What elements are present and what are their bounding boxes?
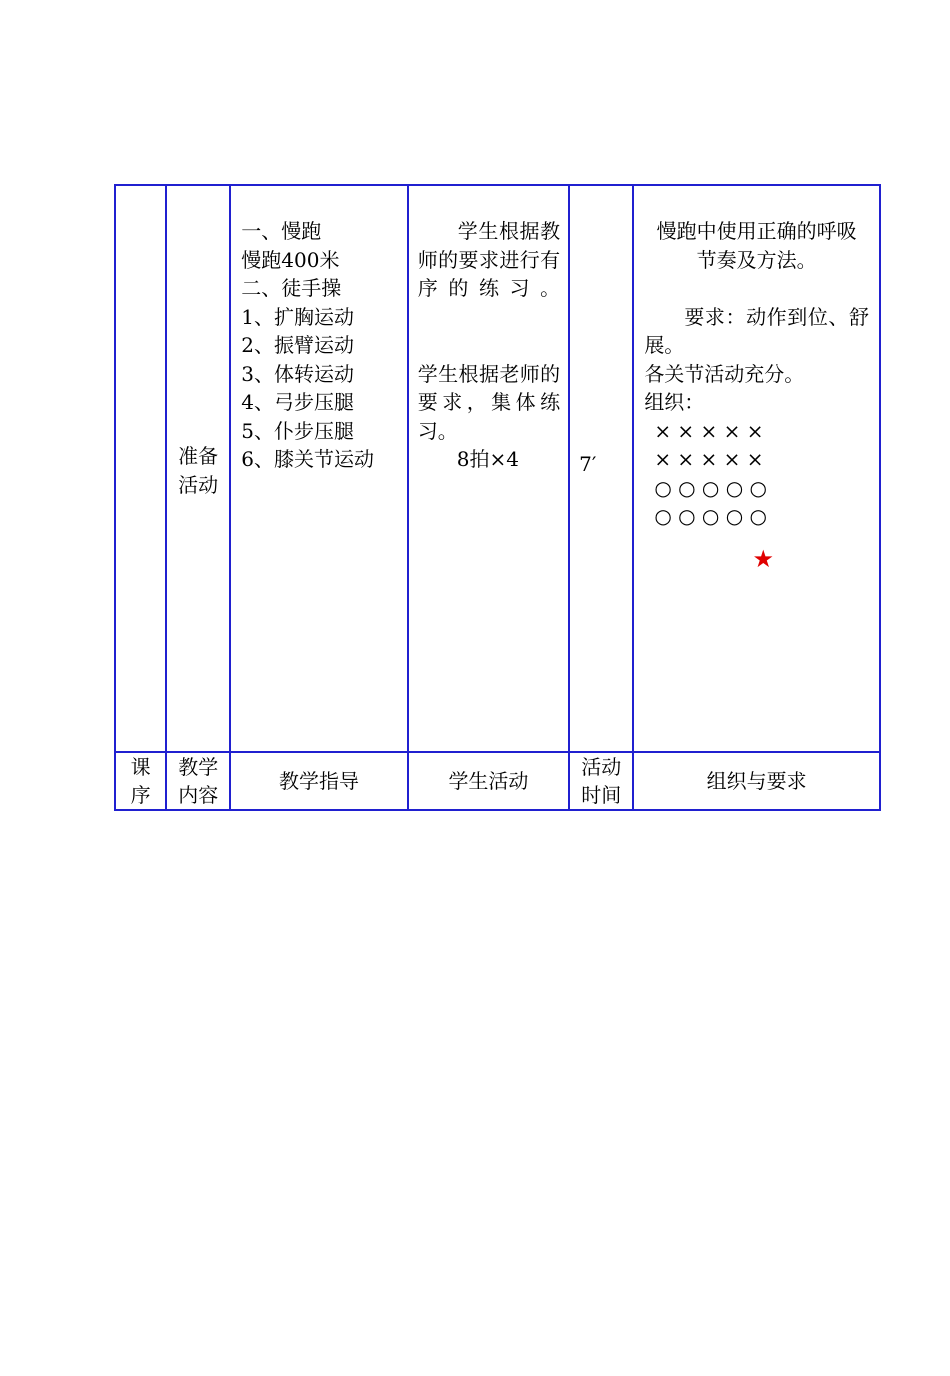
lesson-plan-table xyxy=(114,184,881,811)
guide-line: 二、徒手操 xyxy=(241,276,342,300)
teacher-star-icon: ★ xyxy=(752,544,774,573)
header-row xyxy=(115,752,880,810)
header-org: 组织与要求 xyxy=(633,752,880,810)
teaching-guide-list xyxy=(231,186,406,474)
teaching-content-cell xyxy=(166,185,230,752)
activity-time-cell xyxy=(569,185,633,752)
student-activity-paragraph: 学生根据老师的要求，集体练习。 xyxy=(417,361,561,443)
activity-row xyxy=(115,185,880,752)
lesson-number-cell xyxy=(115,185,166,752)
formation-row-students: × × × × × xyxy=(654,418,764,443)
guide-line: 2、振臂运动 xyxy=(241,333,355,357)
organization-cell xyxy=(633,185,880,752)
guide-line: 5、仆步压腿 xyxy=(241,418,355,443)
student-activity-cell xyxy=(408,185,569,752)
guide-line: 慢跑400米 xyxy=(241,247,340,272)
guide-line: 6、膝关节运动 xyxy=(241,447,375,471)
guide-line: 4、弓步压腿 xyxy=(241,390,355,414)
formation-row-students: ○ ○ ○ ○ ○ xyxy=(654,504,767,528)
formation-diagram xyxy=(644,417,869,531)
header-guide: 教学指导 xyxy=(230,752,407,810)
header-time: 活动时间 xyxy=(569,752,633,810)
org-requirement: 要求：动作到位、舒展。 xyxy=(644,304,869,357)
header-lesson: 课序 xyxy=(115,752,166,810)
header-student: 学生活动 xyxy=(408,752,569,810)
student-activity-paragraph: 学生根据教师的要求进行有序的练习。 xyxy=(417,219,561,300)
student-beats: 8拍×4 xyxy=(456,447,519,471)
guide-line: 3、体转运动 xyxy=(241,361,355,386)
guide-line: 1、扩胸运动 xyxy=(241,304,355,329)
org-breathing-line: 慢跑中使用正确的呼吸 xyxy=(656,219,857,243)
teaching-content-text: 准备活动 xyxy=(178,444,219,497)
formation-row-students: ○ ○ ○ ○ ○ xyxy=(654,475,767,500)
formation-row-students: × × × × × xyxy=(654,447,764,471)
activity-time-text: 7′ xyxy=(579,452,597,477)
org-label: 组织： xyxy=(644,390,705,414)
org-breathing-line: 节奏及方法。 xyxy=(696,247,817,272)
teaching-guide-cell xyxy=(230,185,407,752)
guide-line: 一、慢跑 xyxy=(241,219,322,243)
header-content: 教学内容 xyxy=(166,752,230,810)
org-joints: 各关节活动充分。 xyxy=(644,361,805,386)
